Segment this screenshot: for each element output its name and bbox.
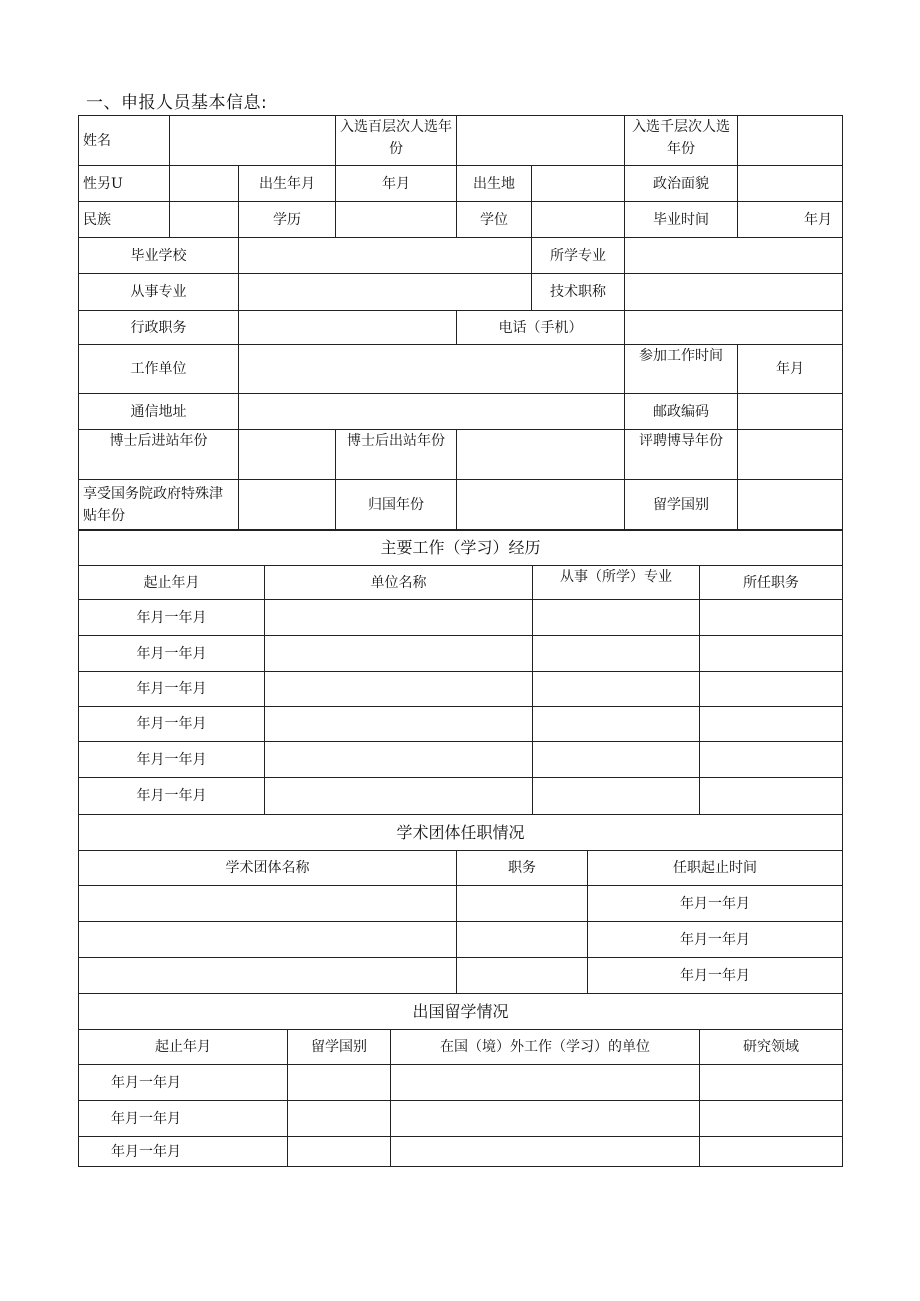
label-thousand-year: 入选千层次人选年份: [625, 116, 738, 166]
abroad-row-country[interactable]: [288, 1137, 391, 1167]
input-name[interactable]: [170, 116, 336, 166]
academic-row-period[interactable]: 年月一年月: [588, 886, 843, 922]
abroad-header-unit: 在国（境）外工作（学习）的单位: [391, 1030, 700, 1065]
abroad-table: [78, 993, 843, 1167]
label-postdoc-in: 博士后进站年份: [79, 430, 239, 480]
table-row: [79, 922, 843, 958]
table-row: [79, 636, 843, 672]
work-row-post[interactable]: [700, 672, 843, 707]
work-row-post[interactable]: [700, 707, 843, 742]
input-education[interactable]: [336, 202, 457, 238]
section-heading-basic-info: 一、申报人员基本信息:: [86, 93, 268, 113]
work-row-unit[interactable]: [265, 636, 533, 672]
abroad-row-country[interactable]: [288, 1065, 391, 1101]
work-row-period[interactable]: 年月一年月: [79, 707, 265, 742]
input-tech-title[interactable]: [625, 274, 843, 311]
academic-header-post: 职务: [457, 851, 588, 886]
table-row: [79, 1101, 843, 1137]
abroad-row-unit[interactable]: [391, 1137, 700, 1167]
work-row-period[interactable]: 年月一年月: [79, 600, 265, 636]
label-ethnicity: 民族: [79, 202, 170, 238]
label-allowance: 享受国务院政府特殊津贴年份: [79, 480, 239, 530]
input-admin-post[interactable]: [239, 311, 457, 345]
input-postdoc-in[interactable]: [239, 430, 336, 480]
table-row: [79, 778, 843, 815]
work-row-major[interactable]: [533, 742, 700, 778]
input-grad-time[interactable]: 年月: [738, 202, 843, 238]
table-row: [79, 1137, 843, 1167]
work-header-major: 从事（所学）专业: [533, 566, 700, 600]
label-work-major: 从事专业: [79, 274, 239, 311]
label-postcode: 邮政编码: [625, 394, 738, 430]
label-postdoc-out: 博士后出站年份: [336, 430, 457, 480]
abroad-row-field[interactable]: [700, 1065, 843, 1101]
abroad-row-period[interactable]: 年月一年月: [79, 1065, 288, 1101]
work-history-title: 主要工作（学习）经历: [79, 531, 843, 566]
label-major: 所学专业: [532, 238, 625, 274]
input-thousand-year[interactable]: [738, 116, 843, 166]
input-birth-date[interactable]: 年月: [336, 166, 457, 202]
input-allowance[interactable]: [239, 480, 336, 530]
work-row-period[interactable]: 年月一年月: [79, 778, 265, 815]
label-degree: 学位: [457, 202, 532, 238]
work-header-period: 起止年月: [79, 566, 265, 600]
work-row-major[interactable]: [533, 778, 700, 815]
input-birthplace[interactable]: [532, 166, 625, 202]
input-employer[interactable]: [239, 345, 625, 394]
work-row-unit[interactable]: [265, 672, 533, 707]
label-doctoral-tutor: 评聘博导年份: [625, 430, 738, 480]
input-work-start[interactable]: 年月: [738, 345, 843, 394]
work-row-unit[interactable]: [265, 600, 533, 636]
label-hundred-year: 入选百层次人选年份: [336, 116, 457, 166]
input-phone[interactable]: [625, 311, 843, 345]
label-address: 通信地址: [79, 394, 239, 430]
work-row-major[interactable]: [533, 707, 700, 742]
abroad-header-period: 起止年月: [79, 1030, 288, 1065]
work-row-major[interactable]: [533, 600, 700, 636]
academic-row-name[interactable]: [79, 886, 457, 922]
label-school: 毕业学校: [79, 238, 239, 274]
abroad-row-period[interactable]: 年月一年月: [79, 1137, 288, 1167]
work-row-post[interactable]: [700, 636, 843, 672]
academic-title: 学术团体任职情况: [79, 815, 843, 851]
label-study-country: 留学国别: [625, 480, 738, 530]
label-phone: 电话（手机）: [457, 311, 625, 345]
abroad-header-country: 留学国别: [288, 1030, 391, 1065]
input-political[interactable]: [738, 166, 843, 202]
table-row: [79, 742, 843, 778]
label-gender: 性另U: [79, 166, 170, 202]
table-row: [79, 958, 843, 994]
academic-row-name[interactable]: [79, 922, 457, 958]
input-work-major[interactable]: [239, 274, 532, 311]
input-school[interactable]: [239, 238, 532, 274]
input-doctoral-tutor[interactable]: [738, 430, 843, 480]
academic-table: [78, 814, 843, 994]
label-birthplace: 出生地: [457, 166, 532, 202]
input-gender[interactable]: [170, 166, 239, 202]
work-row-post[interactable]: [700, 742, 843, 778]
abroad-row-unit[interactable]: [391, 1065, 700, 1101]
work-row-period[interactable]: 年月一年月: [79, 742, 265, 778]
academic-row-post[interactable]: [457, 958, 588, 994]
label-grad-time: 毕业时间: [625, 202, 738, 238]
input-postcode[interactable]: [738, 394, 843, 430]
work-row-major[interactable]: [533, 672, 700, 707]
academic-row-post[interactable]: [457, 922, 588, 958]
work-row-period[interactable]: 年月一年月: [79, 636, 265, 672]
abroad-row-period[interactable]: 年月一年月: [79, 1101, 288, 1137]
work-history-table: [78, 530, 843, 815]
work-header-unit: 单位名称: [265, 566, 533, 600]
work-row-unit[interactable]: [265, 742, 533, 778]
abroad-title: 出国留学情况: [79, 994, 843, 1030]
academic-row-period[interactable]: 年月一年月: [588, 958, 843, 994]
label-return-year: 归国年份: [336, 480, 457, 530]
work-row-post[interactable]: [700, 778, 843, 815]
table-row: [79, 707, 843, 742]
work-row-post[interactable]: [700, 600, 843, 636]
academic-header-name: 学术团体名称: [79, 851, 457, 886]
label-name: 姓名: [79, 116, 170, 166]
label-admin-post: 行政职务: [79, 311, 239, 345]
academic-row-name[interactable]: [79, 958, 457, 994]
abroad-header-field: 研究领域: [700, 1030, 843, 1065]
abroad-row-field[interactable]: [700, 1137, 843, 1167]
label-work-start: 参加工作时间: [625, 345, 738, 394]
input-return-year[interactable]: [457, 480, 625, 530]
label-political: 政治面貌: [625, 166, 738, 202]
label-tech-title: 技术职称: [532, 274, 625, 311]
input-address[interactable]: [239, 394, 625, 430]
input-degree[interactable]: [532, 202, 625, 238]
label-employer: 工作单位: [79, 345, 239, 394]
work-row-unit[interactable]: [265, 778, 533, 815]
input-hundred-year[interactable]: [457, 116, 625, 166]
academic-row-period[interactable]: 年月一年月: [588, 922, 843, 958]
input-postdoc-out[interactable]: [457, 430, 625, 480]
input-major[interactable]: [625, 238, 843, 274]
table-row: [79, 886, 843, 922]
abroad-row-unit[interactable]: [391, 1101, 700, 1137]
table-row: [79, 1065, 843, 1101]
academic-header-period: 任职起止时间: [588, 851, 843, 886]
input-ethnicity[interactable]: [170, 202, 239, 238]
work-header-post: 所任职务: [700, 566, 843, 600]
academic-row-post[interactable]: [457, 886, 588, 922]
abroad-row-field[interactable]: [700, 1101, 843, 1137]
basic-info-table: [78, 115, 843, 530]
label-education: 学历: [239, 202, 336, 238]
table-row: [79, 672, 843, 707]
work-row-unit[interactable]: [265, 707, 533, 742]
input-study-country[interactable]: [738, 480, 843, 530]
work-row-major[interactable]: [533, 636, 700, 672]
label-birth-date: 出生年月: [239, 166, 336, 202]
table-row: [79, 600, 843, 636]
abroad-row-country[interactable]: [288, 1101, 391, 1137]
work-row-period[interactable]: 年月一年月: [79, 672, 265, 707]
